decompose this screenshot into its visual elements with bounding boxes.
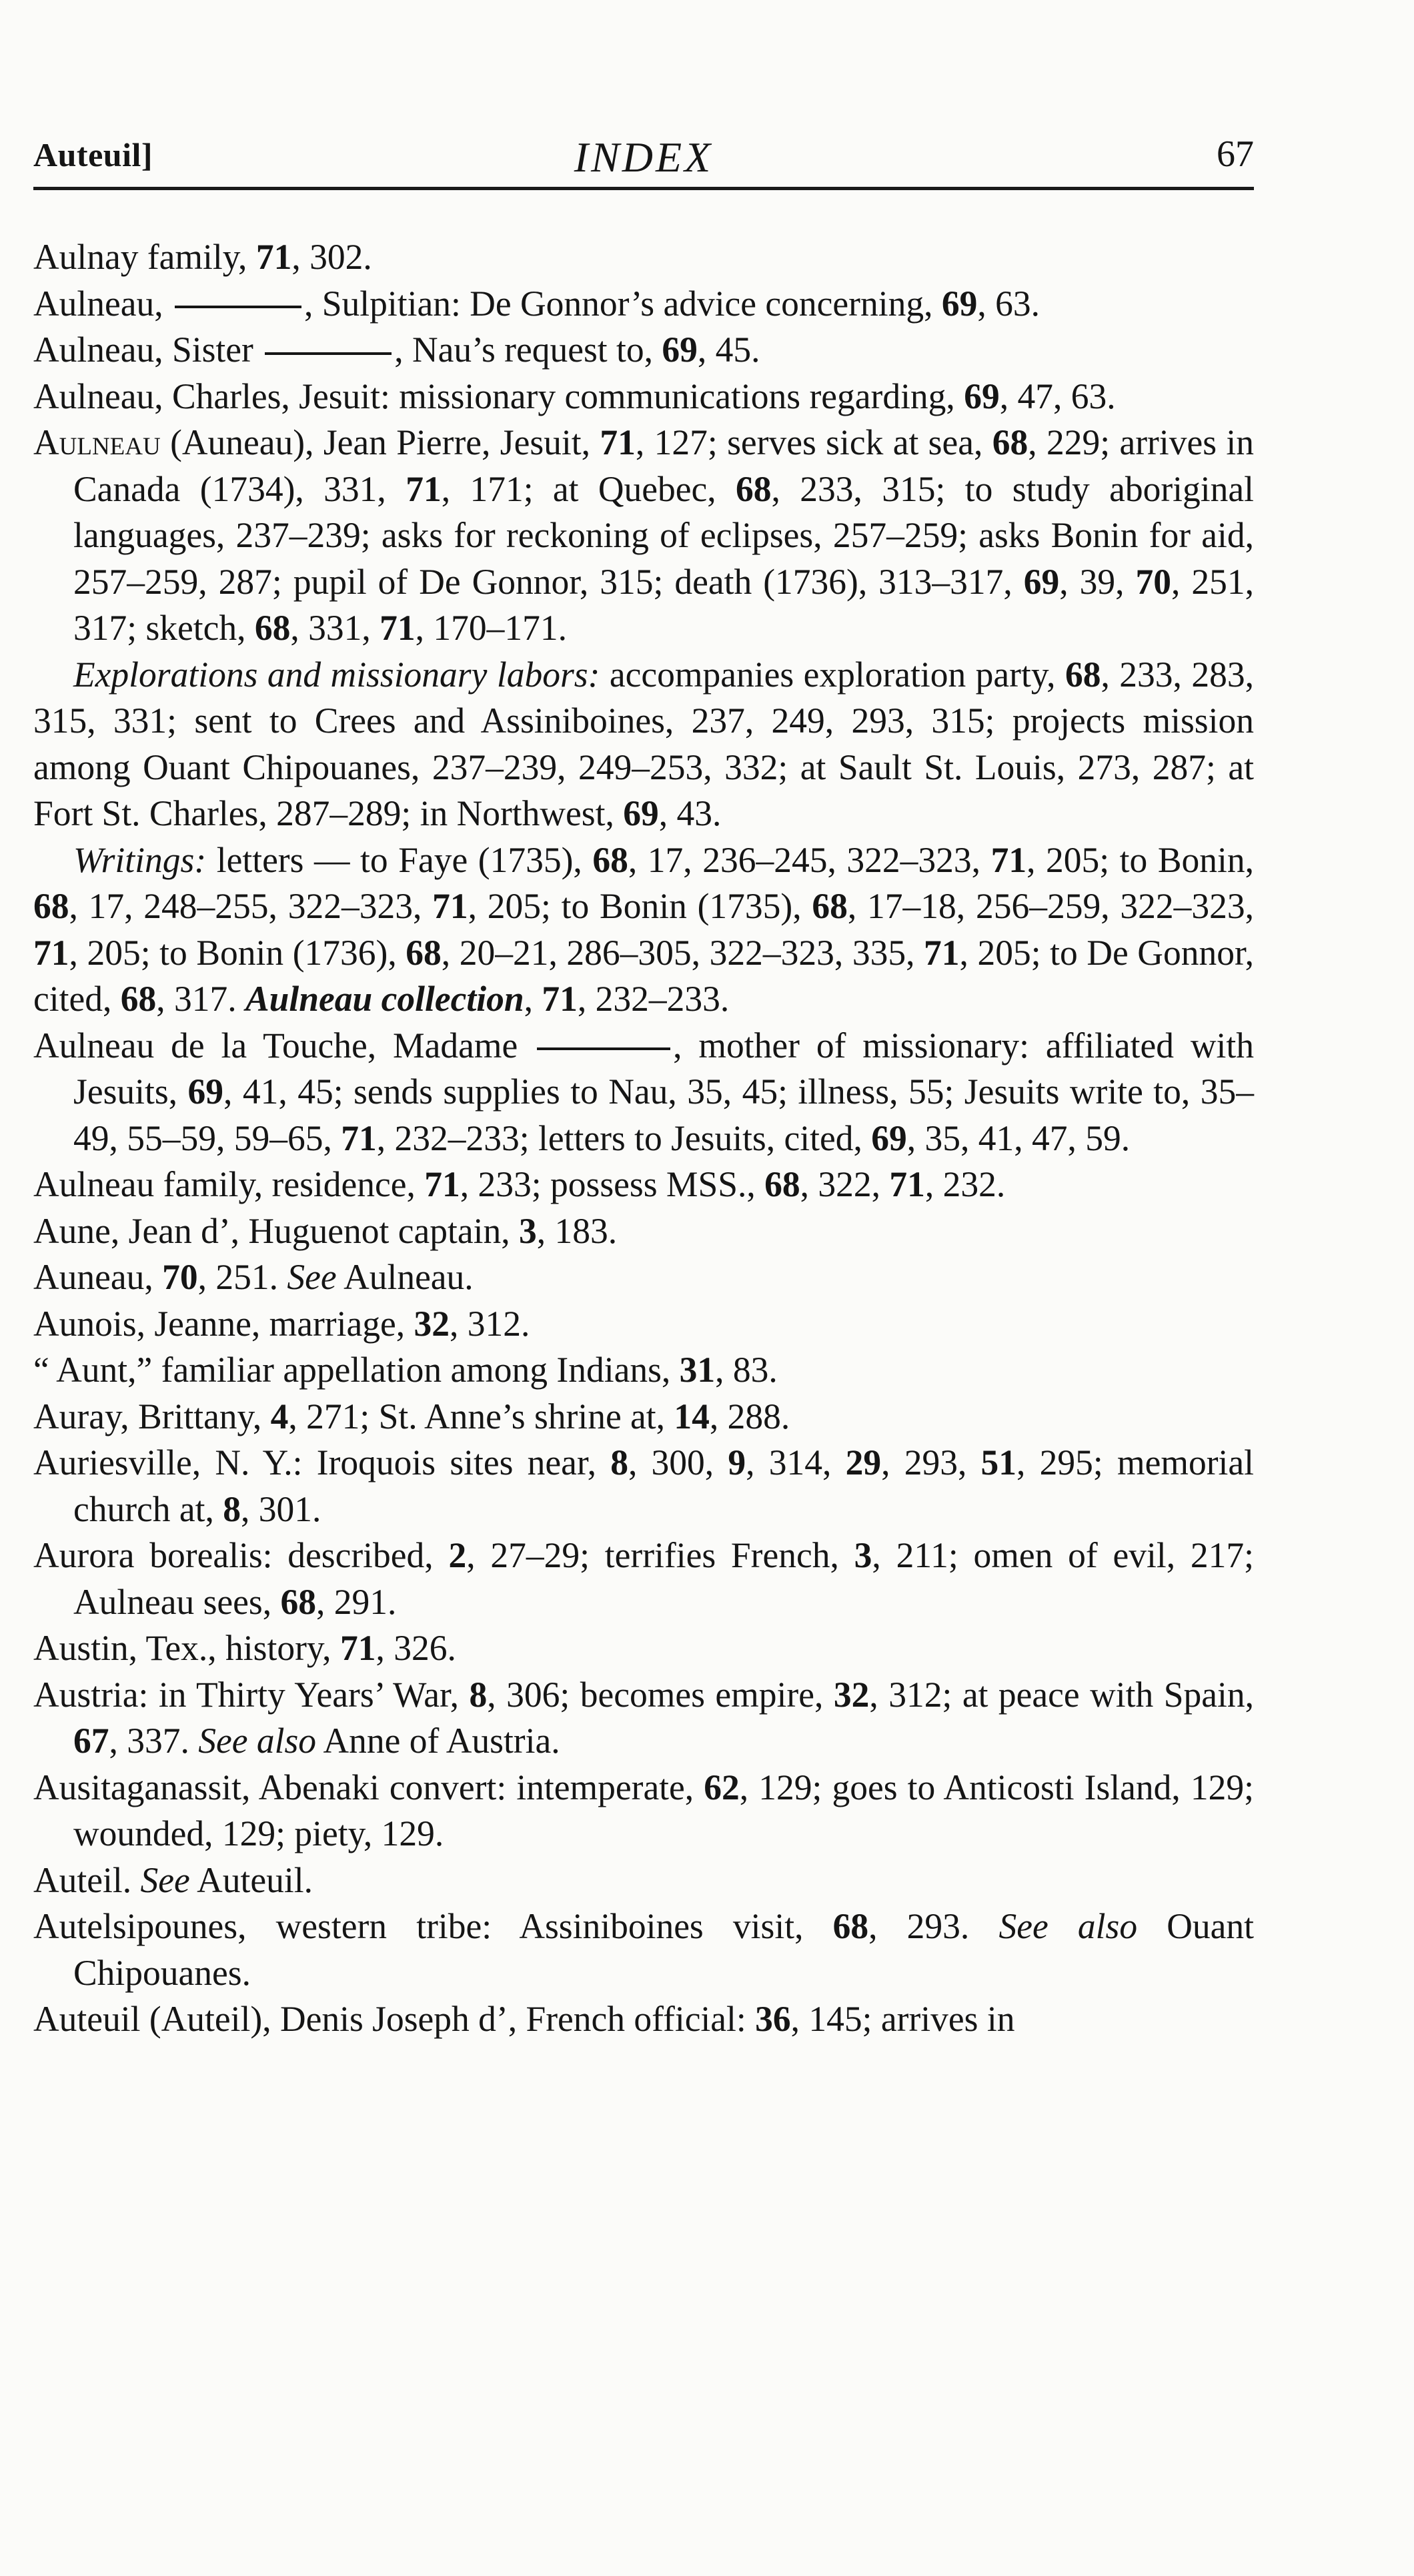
index-entry: Aulneau de la Touche, Madame , mother of missionary: affiliated with Jesuits, 69, 41, 45; sends supplies to Nau, 35, 45; illness, 55; Jesuits write to, 35–49, 55–59, 59–65, 71, 232–233; letters to Jesuits, cited, 69, 35, 41, 47, 59. — [33, 1025, 1255, 1158]
ditto-dash — [537, 1047, 670, 1050]
index-entry: Auray, Brittany, 4, 271; St. Anne’s shrine at, 14, 288. — [33, 1396, 790, 1436]
index-entry: Auteil. See Auteuil. — [33, 1859, 313, 1900]
index-subentry: Writings: letters — to Faye (1735), 68, 17, 236–245, 322–323, 71, 205; to Bonin, 68, 17, 248–255, 322–323, 71, 205; to Bonin (1735), 68, 17–18, 256–259, 322–323, 71, 205; to Bonin (1736), 68, 20–21, 286–305, 322–323, 335, 71, 205; to De Gonnor, cited, 68, 317. Aulneau collection, 71, 232–233. — [33, 839, 1255, 1019]
index-entry: Aunois, Jeanne, marriage, 32, 312. — [33, 1303, 530, 1344]
running-header — [33, 123, 1254, 190]
index-subentry: Explorations and missionary labors: accompanies exploration party, 68, 233, 283, 315, 331; sent to Crees and Assiniboines, 237, 249, 293, 315; projects mission among Ouant Chipouanes, 237–239, 249–253, 332; at Sault St. Louis, 273, 287; at Fort St. Charles, 287–289; in Northwest, 69, 43. — [33, 654, 1254, 833]
ditto-dash — [265, 352, 392, 355]
index-entry: Aulneau, , Sulpitian: De Gonnor’s advice concerning, 69, 63. — [33, 283, 1040, 324]
ditto-dash — [175, 306, 301, 308]
index-entry: Ausitaganassit, Abenaki convert: intemperate, 62, 129; goes to Anticosti Island, 129; wounded, 129; piety, 129. — [33, 1767, 1254, 1853]
index-entry: Austin, Tex., history, 71, 326. — [33, 1628, 456, 1668]
index-entry: Auteuil (Auteil), Denis Joseph d’, French official: 36, 145; arrives in — [33, 1999, 1015, 2039]
index-entry: Aulneau family, residence, 71, 233; possess MSS., 68, 322, 71, 232. — [33, 1164, 1006, 1204]
page-number: 67 — [1217, 133, 1254, 175]
index-entry: Autelsipounes, western tribe: Assiniboines visit, 68, 293. See also Ouant Chipouanes. — [33, 1906, 1255, 1993]
index-entry: “ Aunt,” familiar appellation among Indians, 31, 83. — [33, 1350, 778, 1390]
index-entry: Auriesville, N. Y.: Iroquois sites near, 8, 300, 9, 314, 29, 293, 51, 295; memorial church at, 8, 301. — [33, 1442, 1255, 1529]
index-entry: Austria: in Thirty Years’ War, 8, 306; becomes empire, 32, 312; at peace with Spain, 67, 337. See also Anne of Austria. — [33, 1674, 1255, 1761]
index-entry: Aulneau, Charles, Jesuit: missionary communications regarding, 69, 47, 63. — [33, 376, 1116, 416]
header-title: INDEX — [574, 133, 714, 181]
index-entry: Aulneau, Sister , Nau’s request to, 69, 45. — [33, 330, 760, 370]
index-entry: Aurora borealis: described, 2, 27–29; terrifies French, 3, 211; omen of evil, 217; Aulneau sees, 68, 291. — [33, 1535, 1254, 1622]
index-page — [33, 123, 1254, 2043]
index-entry: Aune, Jean d’, Huguenot captain, 3, 183. — [33, 1210, 618, 1251]
index-entry: Aulnay family, 71, 302. — [33, 237, 372, 277]
index-entry: Aulneau (Auneau), Jean Pierre, Jesuit, 71, 127; serves sick at sea, 68, 229; arrives in Canada (1734), 331, 71, 171; at Quebec, 68, 233, 315; to study aboriginal languages, 237–239; asks for reckoning of eclipses, 257–259; asks Bonin for aid, 257–259, 287; pupil of De Gonnor, 315; death (1736), 313–317, 69, 39, 70, 251, 317; sketch, 68, 331, 71, 170–171. — [33, 422, 1254, 648]
header-catchword: Auteuil] — [33, 136, 153, 173]
index-entry: Auneau, 70, 251. See Aulneau. — [33, 1257, 474, 1297]
index-entries — [33, 234, 1254, 2043]
